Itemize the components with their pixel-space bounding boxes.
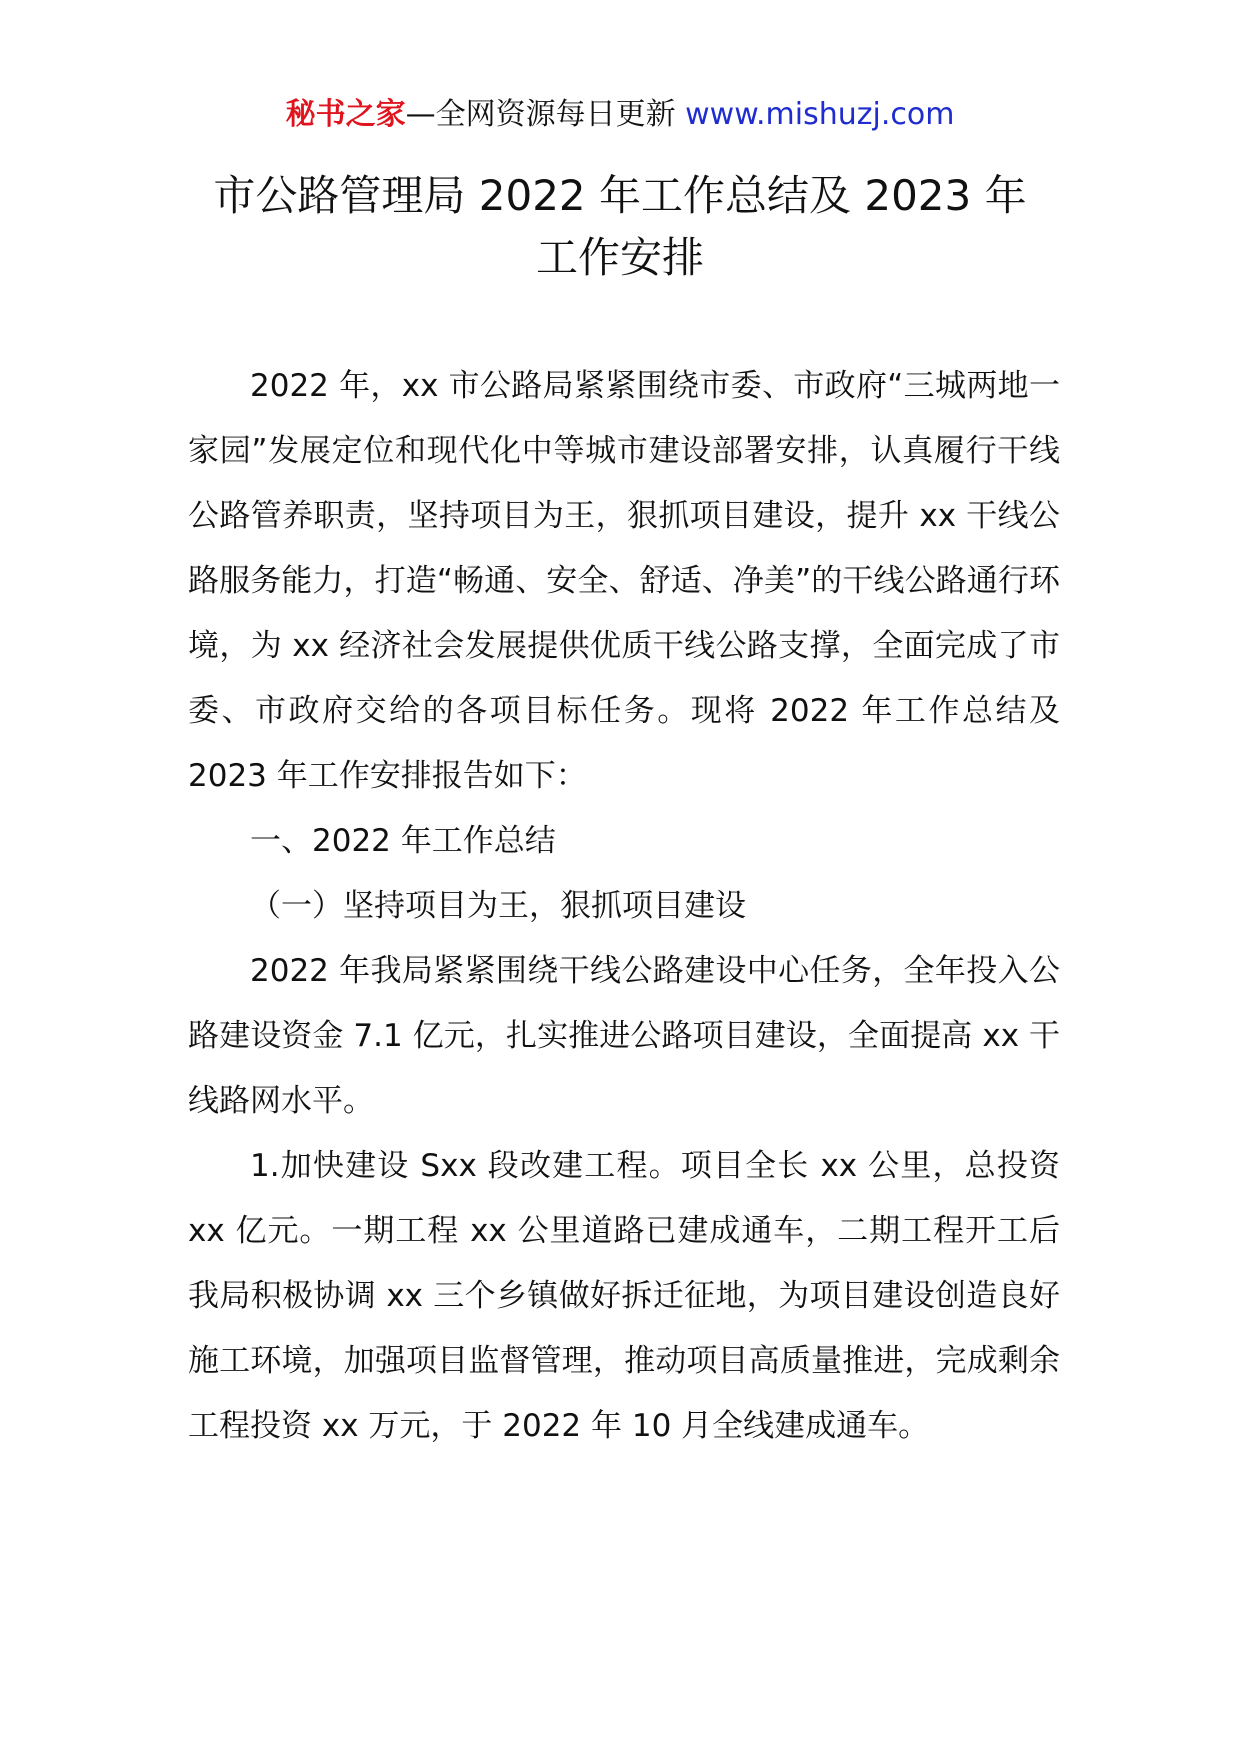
subsection-heading-1: （一）坚持项目为王，狠抓项目建设 <box>250 888 746 924</box>
site-header <box>0 95 1240 135</box>
title-line-2: 工作安排 <box>535 233 704 282</box>
header-tagline: —全网资源每日更新 <box>405 97 686 132</box>
body-paragraph: 2022 年我局紧紧围绕干线公路建设中心任务，全年投入公路建设资金 7.1 亿元，扎实推进公路项目建设，全面提高 xx 干线路网水平。 <box>188 953 1060 1119</box>
title-line-1: 市公路管理局 2022 年工作总结及 2023 年 <box>213 171 1027 220</box>
document-body <box>188 354 1060 1459</box>
body-paragraph: 1.加快建设 Sxx 段改建工程。项目全长 xx 公里，总投资 xx 亿元。一期工程 xx 公里道路已建成通车，二期工程开工后我局积极协调 xx 三个乡镇做好拆迁征地，为项目建设创造良好施工环境，加强项目监督管理，推动项目高质量推进，完成剩余工程投资 xx 万元，于 2022 年 10 月全线建成通车。 <box>188 1148 1060 1444</box>
brand-name: 秘书之家 <box>285 97 406 132</box>
intro-paragraph: 2022 年，xx 市公路局紧紧围绕市委、市政府“三城两地一家园”发展定位和现代化中等城市建设部署安排，认真履行干线公路管养职责，坚持项目为王，狠抓项目建设，提升 xx 干线公路服务能力，打造“畅通、安全、舒适、净美”的干线公路通行环境，为 xx 经济社会发展提供优质干线公路支撑，全面完成了市委、市政府交给的各项目标任务。现将 2022 年工作总结及 2023 年工作安排报告如下： <box>188 368 1060 794</box>
section-heading-1: 一、2022 年工作总结 <box>250 823 556 859</box>
site-url-link[interactable]: www.mishuzj.com <box>685 97 955 132</box>
document-title <box>160 165 1080 289</box>
